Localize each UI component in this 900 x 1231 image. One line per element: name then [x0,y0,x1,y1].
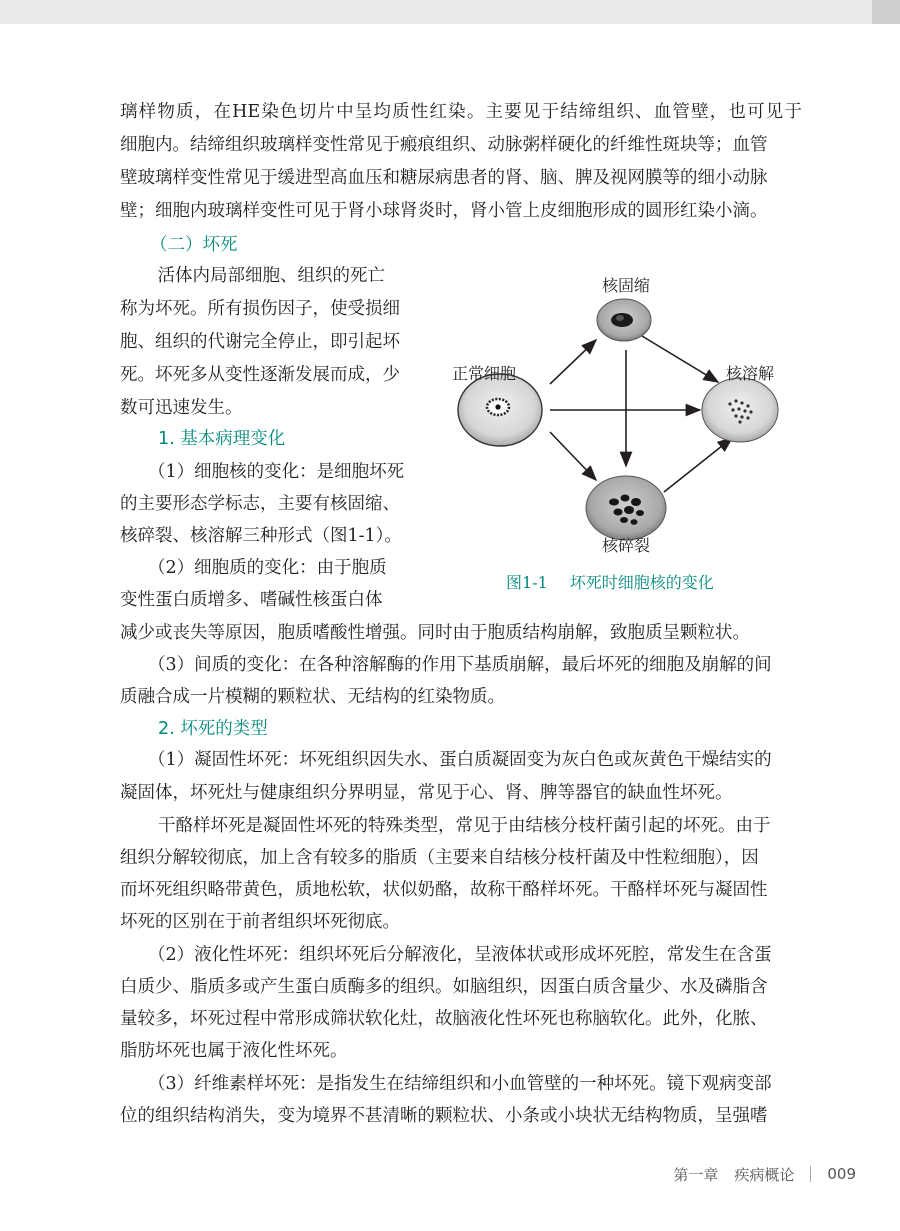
text-line: 凝固体，坏死灶与健康组织分界明显，常见于心、肾、脾等器官的缺血性坏死。 [120,783,733,803]
chapter-title: 疾病概论 [734,1165,795,1184]
text-line: 壁；细胞内玻璃样变性可见于肾小球肾炎时，肾小管上皮细胞形成的圆形红染小滴。 [120,201,768,221]
text-line: 坏死的区别在于前者组织坏死彻底。 [120,912,400,932]
text-line: 位的组织结构消失，变为境界不甚清晰的颗粒状、小条或小块状无结构物质，呈强嗜 [120,1106,768,1126]
label-pyknosis: 核固缩 [602,276,651,295]
text-line: （2）液化性坏死：组织坏死后分解液化，呈液体状或形成坏死腔，常发生在含蛋 [148,945,772,965]
figure-title: 坏死时细胞核的变化 [569,573,714,592]
label-karyolysis: 核溶解 [726,364,775,383]
text-line: 死。坏死多从变性逐渐发展而成，少 [120,365,400,385]
subsection-heading: 2. 坏死的类型 [158,719,268,739]
text-line: 变性蛋白质增多、嗜碱性核蛋白体 [120,590,383,610]
text-line: （3）间质的变化：在各种溶解酶的作用下基质崩解，最后坏死的细胞及崩解的间 [148,655,772,675]
text-line: 数可迅速发生。 [120,398,243,418]
text-line: 脂肪坏死也属于液化性坏死。 [120,1041,348,1061]
label-karyorrhexis: 核碎裂 [602,536,651,555]
corner-tab [872,0,900,24]
text-line: 量较多，坏死过程中常形成筛状软化灶，故脑液化性坏死也称脑软化。此外，化脓、 [120,1009,768,1029]
text-line: （1）细胞核的变化：是细胞坏死 [148,462,405,482]
cell-karyolysis [702,378,778,442]
text-line: 核碎裂、核溶解三种形式（图1-1）。 [120,526,402,546]
top-band [0,0,900,24]
text-line: 的主要形态学标志，主要有核固缩、 [120,494,400,514]
chapter-label: 第一章 [673,1165,719,1184]
text-line: 组织分解较彻底，加上含有较多的脂质（主要来自结核分枝杆菌及中性粒细胞），因 [120,848,759,868]
footer-divider [810,1166,811,1182]
figure-caption [506,572,736,594]
text-line: （2）细胞质的变化：由于胞质 [148,558,387,578]
text-line: 璃样物质，在HE染色切片中呈均质性红染。主要见于结缔组织、血管壁，也可见于 [120,102,802,122]
label-normal-cell: 正常细胞 [452,364,517,383]
text-line: 胞、组织的代谢完全停止，即引起坏 [120,332,400,352]
arrow-normal-to-karyorrhexis [550,432,596,480]
subsection-heading: 1. 基本病理变化 [158,429,286,449]
text-line: 活体内局部细胞、组织的死亡 [140,266,385,286]
cell-pyknosis [597,299,651,341]
text-line: 而坏死组织略带黄色，质地松软，状似奶酪，故称干酪样坏死。干酪样坏死与凝固性 [120,880,768,900]
text-line: 细胞内。结缔组织玻璃样变性常见于瘢痕组织、动脉粥样硬化的纤维性斑块等；血管 [120,135,768,155]
page-footer [673,1162,856,1186]
text-line: 质融合成一片模糊的颗粒状、无结构的红染物质。 [120,687,505,707]
figure-number: 图1-1 [506,573,548,592]
section-heading: （二）坏死 [150,235,238,255]
arrow-pyknosis-to-karyolysis [642,336,718,382]
cell-karyorrhexis [586,476,666,540]
text-line: 称为坏死。所有损伤因子，使受损细 [120,299,400,319]
arrow-karyorrhexis-to-karyolysis [664,438,732,492]
text-line: （3）纤维素样坏死：是指发生在结缔组织和小血管壁的一种坏死。镜下观病变部 [148,1074,772,1094]
diagram-svg [430,270,800,570]
cell-normal [458,374,542,446]
text-line: 白质少、脂质多或产生蛋白质酶多的组织。如脑组织，因蛋白质含量少、水及磷脂含 [120,977,768,997]
text-line: 干酪样坏死是凝固性坏死的特殊类型，常见于由结核分枝杆菌引起的坏死。由于 [158,816,771,836]
nucleus-change-diagram [430,270,800,600]
arrow-normal-to-pyknosis [550,340,596,384]
text-line: 减少或丧失等原因，胞质嗜酸性增强。同时由于胞质结构崩解，致胞质呈颗粒状。 [120,623,750,643]
page-number: 009 [827,1165,856,1183]
text-line: （1）凝固性坏死：坏死组织因失水、蛋白质凝固变为灰白色或灰黄色干燥结实的 [148,750,772,770]
text-line: 壁玻璃样变性常见于缓进型高血压和糖尿病患者的肾、脑、脾及视网膜等的细小动脉 [120,168,768,188]
